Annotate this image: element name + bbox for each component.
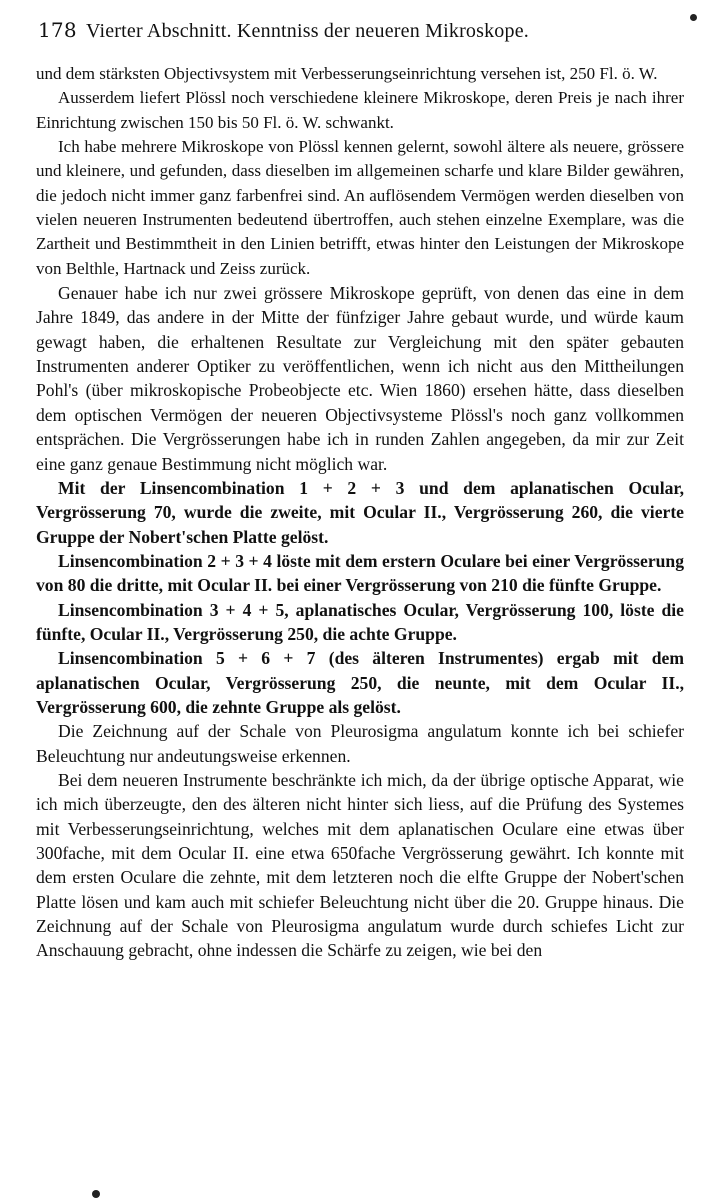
scan-speck <box>690 14 697 21</box>
scan-speck <box>92 1190 100 1198</box>
running-header <box>38 18 648 43</box>
page-number: 178 <box>38 18 77 42</box>
paragraph: Bei dem neueren Instrumente beschränkte ich mich, da der übrige optische Apparat, wie ich mich überzeugte, den des älteren nicht hinter sich liess, auf die Prüfung des Systemes mit Verbesserungseinrichtung, welches mit dem aplanatischen Oculare eine etwas über 300fache, mit dem Ocular II. eine etwa 650fache Vergrösserung gewährt. Ich konnte mit dem ersten Oculare die zehnte, mit dem letzteren noch die elfte Gruppe der Nobert'schen Platte lösen und kam auch mit schiefer Beleuchtung nicht über die 20. Gruppe hinaus. Die Zeichnung auf der Schale von Pleurosigma angulatum wurde durch schiefes Licht zur Anschauung gebracht, ohne indessen die Schärfe zu zeigen, wie bei den <box>36 769 684 961</box>
paragraph: Ausserdem liefert Plössl noch verschiedene kleinere Mikroskope, deren Preis je nach ihrer Einrichtung zwischen 150 bis 50 Fl. ö. W. schwankt. <box>36 88 684 132</box>
paragraph: Die Zeichnung auf der Schale von Pleurosigma angulatum konnte ich bei schiefer Beleuchtung nur andeutungsweise erkennen. <box>36 721 684 766</box>
paragraph: Genauer habe ich nur zwei grössere Mikroskope geprüft, von denen das eine in dem Jahre 1849, das andere in der Mitte der fünfziger Jahre gebaut wurde, und würde kaum gewagt haben, die erhaltenen Resultate zur Vergleichung mit den später gebauten Instrumenten anderer Optiker zu veröffentlichen, wenn ich nicht aus den Mittheilungen Pohl's (über mikroskopische Probeobjecte etc. Wien 1860) ersehen hätte, dass dieselben dem optischen Vermögen der neueren Objectivsysteme Plössl's noch ganz vollkommen entsprächen. Die Vergrösserungen habe ich in runden Zahlen angegeben, da mir zur Zeit eine ganz genaue Bestimmung nicht möglich war. <box>36 283 684 474</box>
paragraph: Mit der Linsencombination 1 + 2 + 3 und dem aplanatischen Ocular, Vergrösserung 70, wurde die zweite, mit Ocular II., Vergrösserung 260, die vierte Gruppe der Nobert'schen Platte gelöst. <box>36 477 684 547</box>
paragraph: Linsencombination 2 + 3 + 4 löste mit dem erstern Oculare bei einer Vergrösserung von 80 die dritte, mit Ocular II. bei einer Vergrösserung von 210 die fünfte Gruppe. <box>36 550 684 596</box>
paragraph: Linsencombination 3 + 4 + 5, aplanatisches Ocular, Vergrösserung 100, löste die fünfte, Ocular II., Vergrösserung 250, die achte Gruppe. <box>36 599 684 644</box>
running-title: Vierter Abschnitt. Kenntniss der neueren Mikroskope. <box>86 20 529 42</box>
body-text <box>36 62 684 963</box>
paragraph: und dem stärksten Objectivsystem mit Verbesserungseinrichtung versehen ist, 250 Fl. ö. W. <box>36 64 658 83</box>
paragraph: Linsencombination 5 + 6 + 7 (des älteren Instrumentes) ergab mit dem aplanatischen Ocular, Vergrösserung 250, die neunte, mit dem Ocular II., Vergrösserung 600, die zehnte Gruppe als gelöst. <box>36 648 684 717</box>
paragraph: Ich habe mehrere Mikroskope von Plössl kennen gelernt, sowohl ältere als neuere, grössere und kleinere, und gefunden, dass dieselben im allgemeinen scharfe und klare Bilder gewähren, die jedoch nicht immer ganz farbenfrei sind. An auflösendem Vermögen werden dieselben von vielen neueren Instrumenten bedeutend übertroffen, auch stehen einzelne Exemplare, was die Zartheit und Bestimmtheit in den Linien betrifft, etwas hinter den Leistungen der Mikroskope von Belthle, Hartnack und Zeiss zurück. <box>36 137 684 278</box>
